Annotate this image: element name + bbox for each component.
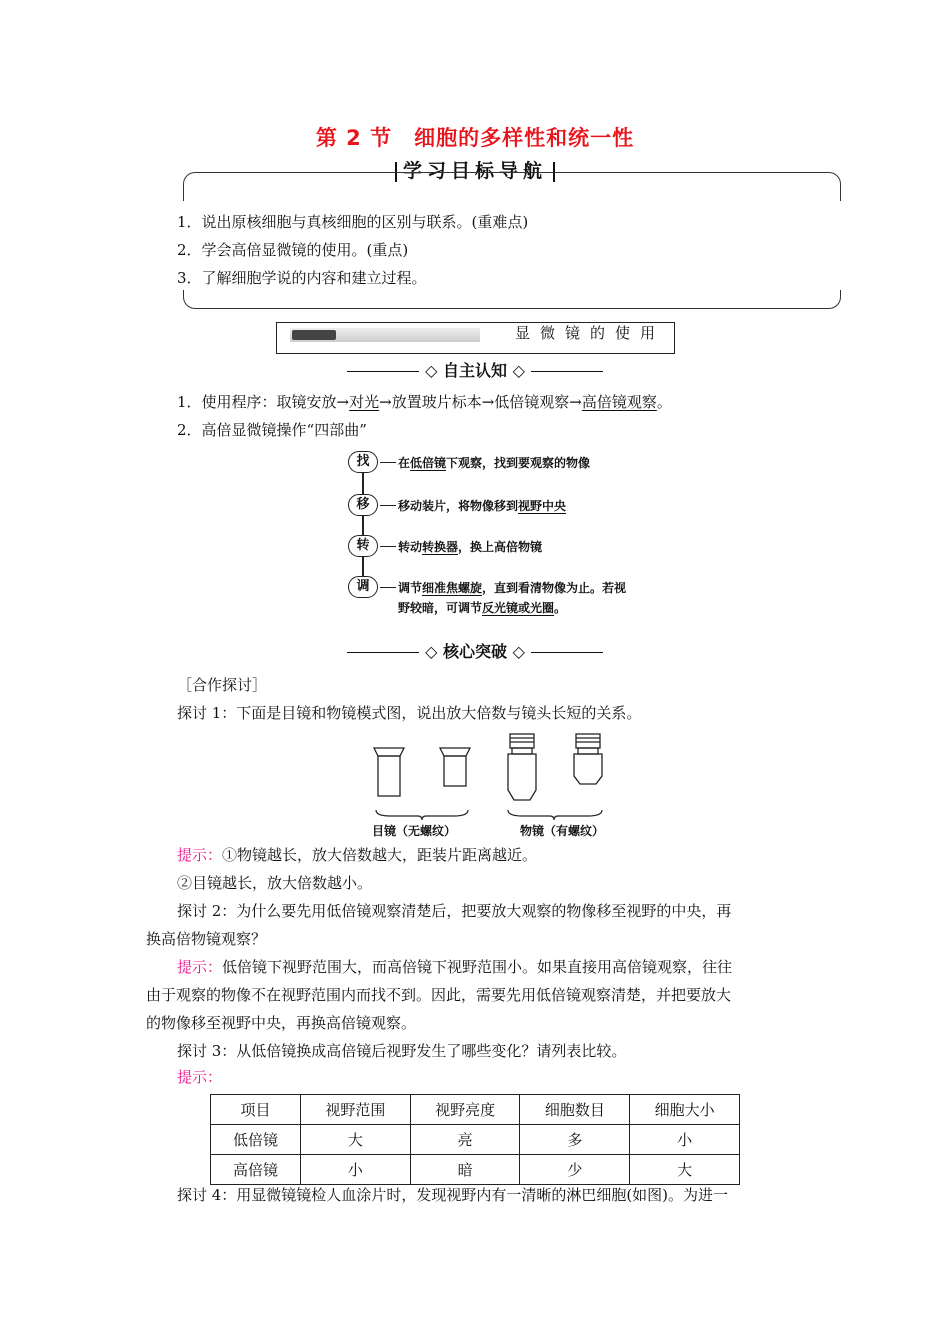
answer-2-line-2: 由于观察的物像不在视野范围内而找不到。因此，需要先用低倍镜观察清楚，并把要放大 xyxy=(146,986,732,1004)
hint-label: 提示： xyxy=(177,958,223,976)
table-cell: 大 xyxy=(630,1155,740,1185)
hint-label-3: 提示： xyxy=(177,1068,223,1086)
objective-long-icon xyxy=(508,734,536,800)
eyepiece-label: 目镜（无螺纹） xyxy=(372,824,457,838)
table-cell: 低倍镜 xyxy=(211,1125,301,1155)
procedure-line: 1．使用程序：取镜安放→对光→放置玻片标本→低倍镜观察→高倍镜观察。 xyxy=(177,393,672,411)
table-header-cell: 细胞数目 xyxy=(520,1095,630,1125)
step-find-link xyxy=(380,462,396,463)
step-find-circle: 找 xyxy=(348,451,378,473)
table-header-row xyxy=(211,1095,740,1125)
step-turn-link xyxy=(380,546,396,547)
eyepiece-long-icon xyxy=(374,748,404,796)
section-heading-core: ◇ 核心突破 ◇ xyxy=(0,639,950,662)
section-heading-self-study: ◇ 自主认知 ◇ xyxy=(0,358,950,381)
question-2-line-2: 换高倍物镜观察？ xyxy=(146,930,267,948)
table-cell: 大 xyxy=(301,1125,411,1155)
flow-connector xyxy=(362,472,364,582)
section2-heading-text: 核心突破 xyxy=(442,642,507,661)
hint-label: 提示： xyxy=(177,846,223,864)
table-cell: 多 xyxy=(520,1125,630,1155)
four-steps-intro: 2．高倍显微镜操作“四部曲” xyxy=(177,421,367,439)
step-find-text: 在低倍镜下观察，找到要观察的物像 xyxy=(398,456,591,470)
goal-item-1: 1．说出原核细胞与真核细胞的区别与联系。(重难点) xyxy=(177,213,529,231)
eyepiece-short-icon xyxy=(440,748,470,786)
knowledge-point-tag-badge xyxy=(292,330,336,340)
table-cell: 暗 xyxy=(410,1155,520,1185)
goals-heading-text: 学习目标导航 xyxy=(402,160,547,182)
page-title: 第 2 节 细胞的多样性和统一性 xyxy=(315,126,635,150)
step-adjust-link xyxy=(380,587,396,588)
objective-brace xyxy=(508,810,602,820)
step-move-text: 移动装片，将物像移到视野中央 xyxy=(398,499,567,513)
table-cell: 小 xyxy=(630,1125,740,1155)
table-cell: 亮 xyxy=(410,1125,520,1155)
table-header-cell: 视野亮度 xyxy=(410,1095,520,1125)
goal-item-2: 2．学会高倍显微镜的使用。(重点) xyxy=(177,241,409,259)
question-2-line-1: 探讨 2：为什么要先用低倍镜观察清楚后，把要放大观察的物像移至视野的中央，再 xyxy=(177,902,732,920)
step-move-circle: 移 xyxy=(348,494,378,516)
table-header-cell: 细胞大小 xyxy=(630,1095,740,1125)
table-cell: 高倍镜 xyxy=(211,1155,301,1185)
answer-1-line-1: 提示：①物镜越长，放大倍数越大，距装片距离越近。 xyxy=(177,846,538,864)
step-turn-circle: 转 xyxy=(348,535,378,557)
magnification-comparison-table xyxy=(210,1094,740,1185)
answer-2-line-1: 提示：低倍镜下视野范围大，而高倍镜下视野范围小。如果直接用高倍镜观察，往往 xyxy=(177,958,733,976)
table-header-cell: 视野范围 xyxy=(301,1095,411,1125)
goal-item-3: 3．了解细胞学说的内容和建立过程。 xyxy=(177,269,427,287)
answer-high-power: 高倍镜观察 xyxy=(581,393,657,411)
question-4: 探讨 4：用显微镜镜检人血涂片时，发现视野内有一清晰的淋巴细胞(如图)。为进一 xyxy=(177,1186,729,1204)
answer-2-line-3: 的物像移至视野中央，再换高倍镜观察。 xyxy=(146,1014,417,1032)
objective-label: 物镜（有螺纹） xyxy=(520,824,605,838)
question-3: 探讨 3：从低倍镜换成高倍镜后视野发生了哪些变化？请列表比较。 xyxy=(177,1042,627,1060)
answer-align-light: 对光 xyxy=(349,393,380,411)
cooperative-discussion-label: ［合作探讨］ xyxy=(177,676,268,694)
table-row xyxy=(211,1155,740,1185)
table-cell: 少 xyxy=(520,1155,630,1185)
step-adjust-text-1: 调节细准焦螺旋，直到看清物像为止。若视 xyxy=(398,581,627,595)
eyepiece-brace xyxy=(376,810,468,820)
step-move-link xyxy=(380,505,396,506)
question-1: 探讨 1：下面是目镜和物镜模式图，说出放大倍数与镜头长短的关系。 xyxy=(177,704,642,722)
table-header-cell: 项目 xyxy=(211,1095,301,1125)
table-cell: 小 xyxy=(301,1155,411,1185)
table-row xyxy=(211,1125,740,1155)
answer-1-line-2: ②目镜越长，放大倍数越小。 xyxy=(177,874,373,892)
goals-frame-bottom xyxy=(183,290,841,309)
step-turn-text: 转动转换器，换上高倍物镜 xyxy=(398,540,543,554)
step-adjust-circle: 调 xyxy=(348,576,378,598)
step-adjust-text-2: 野较暗，可调节反光镜或光圈。 xyxy=(398,601,567,615)
knowledge-point-title: 显微镜的使用 xyxy=(515,324,666,342)
goals-frame-top xyxy=(183,172,841,201)
objective-short-icon xyxy=(574,734,602,784)
section1-heading-text: 自主认知 xyxy=(442,361,507,380)
